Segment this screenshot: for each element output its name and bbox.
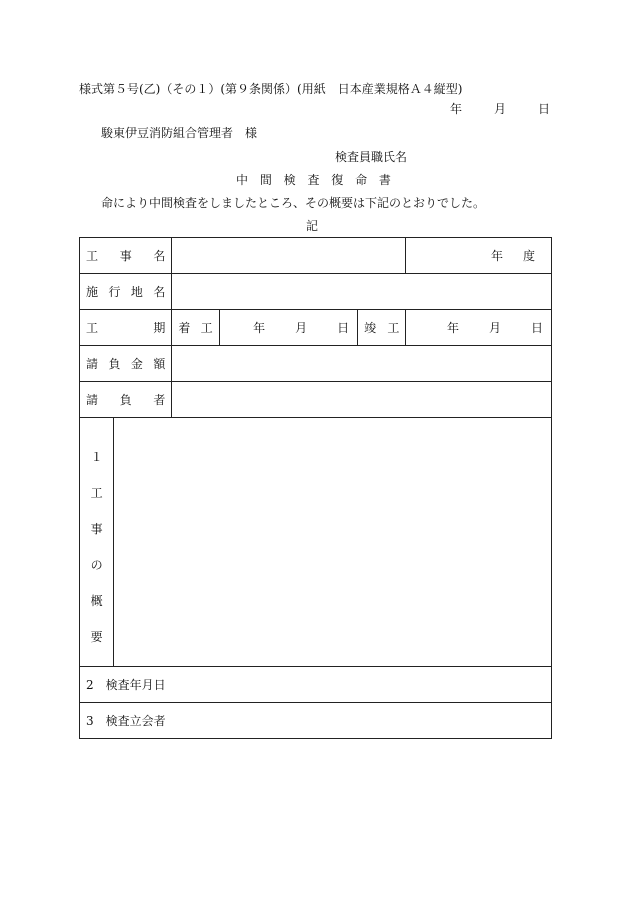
date-year-unit: 年 — [450, 102, 463, 116]
label-inspection-date: 2 検査年月日 — [86, 677, 166, 692]
label-contractor — [80, 382, 172, 418]
start-year-unit: 年 — [253, 320, 266, 335]
ki-label: 記 — [306, 219, 319, 233]
char: 工 — [86, 248, 99, 263]
addressee: 駿東伊豆消防組合管理者 様 — [101, 126, 258, 140]
char: 負 — [119, 392, 132, 407]
form-number: 様式第５号(乙)（その１）(第９条関係）(用紙 日本産業規格Ａ４縦型) — [79, 82, 463, 96]
char: 名 — [153, 248, 166, 263]
project-name-field[interactable] — [172, 238, 406, 274]
label-amount — [80, 346, 172, 382]
date-month-unit: 月 — [493, 102, 506, 116]
document-title: 中 間 検 査 復 命 書 — [236, 173, 395, 187]
char: 工 — [200, 320, 213, 335]
end-date-field[interactable] — [406, 310, 552, 346]
overview-field[interactable] — [114, 418, 552, 667]
char: 着 — [178, 320, 191, 335]
site-field[interactable] — [172, 274, 552, 310]
char: 名 — [153, 284, 166, 299]
label-witness: 3 検査立会者 — [86, 713, 166, 728]
end-day-unit: 日 — [530, 320, 543, 335]
label-start — [172, 310, 219, 346]
row-amount — [80, 346, 552, 382]
char: 負 — [108, 356, 121, 371]
row-contractor — [80, 382, 552, 418]
char: 金 — [130, 356, 143, 371]
row-inspection-date — [80, 667, 552, 703]
intro-text: 命により中間検査をしましたところ、その概要は下記のとおりでした。 — [101, 196, 486, 210]
overview-char: 工 — [90, 486, 103, 500]
date-day-unit: 日 — [537, 102, 550, 116]
fiscal-year-unit: 年 — [490, 248, 503, 263]
char: 竣 — [364, 320, 377, 335]
label-project-name — [80, 238, 172, 274]
char: 地 — [130, 284, 143, 299]
char: 事 — [119, 248, 132, 263]
report-table — [79, 237, 552, 739]
label-period — [80, 310, 172, 346]
row-period — [80, 310, 552, 346]
start-day-unit: 日 — [337, 320, 350, 335]
start-date-field[interactable] — [219, 310, 358, 346]
char: 工 — [387, 320, 400, 335]
char: 工 — [86, 320, 99, 335]
witness-field[interactable] — [80, 703, 552, 739]
char: 請 — [86, 356, 99, 371]
char: 期 — [153, 320, 166, 335]
fiscal-do-unit: 度 — [522, 248, 535, 263]
row-overview — [80, 418, 552, 667]
end-year-unit: 年 — [446, 320, 459, 335]
char: 行 — [108, 284, 121, 299]
row-witness — [80, 703, 552, 739]
start-month-unit: 月 — [295, 320, 308, 335]
inspector-name-label: 検査員職氏名 — [335, 150, 408, 164]
fiscal-year-field[interactable] — [406, 238, 552, 274]
overview-char: 概 — [90, 594, 103, 608]
amount-field[interactable] — [172, 346, 552, 382]
char: 施 — [86, 284, 99, 299]
row-project-name — [80, 238, 552, 274]
char: 請 — [86, 392, 99, 407]
overview-char: 要 — [90, 630, 103, 644]
contractor-field[interactable] — [172, 382, 552, 418]
char: 額 — [153, 356, 166, 371]
inspection-date-field[interactable] — [80, 667, 552, 703]
end-month-unit: 月 — [488, 320, 501, 335]
row-site — [80, 274, 552, 310]
label-overview — [80, 418, 114, 667]
report-date — [450, 102, 550, 116]
overview-char: 事 — [90, 522, 103, 536]
label-end — [358, 310, 406, 346]
char: 者 — [153, 392, 166, 407]
overview-char: の — [90, 558, 103, 572]
overview-char: １ — [90, 450, 103, 464]
label-site — [80, 274, 172, 310]
